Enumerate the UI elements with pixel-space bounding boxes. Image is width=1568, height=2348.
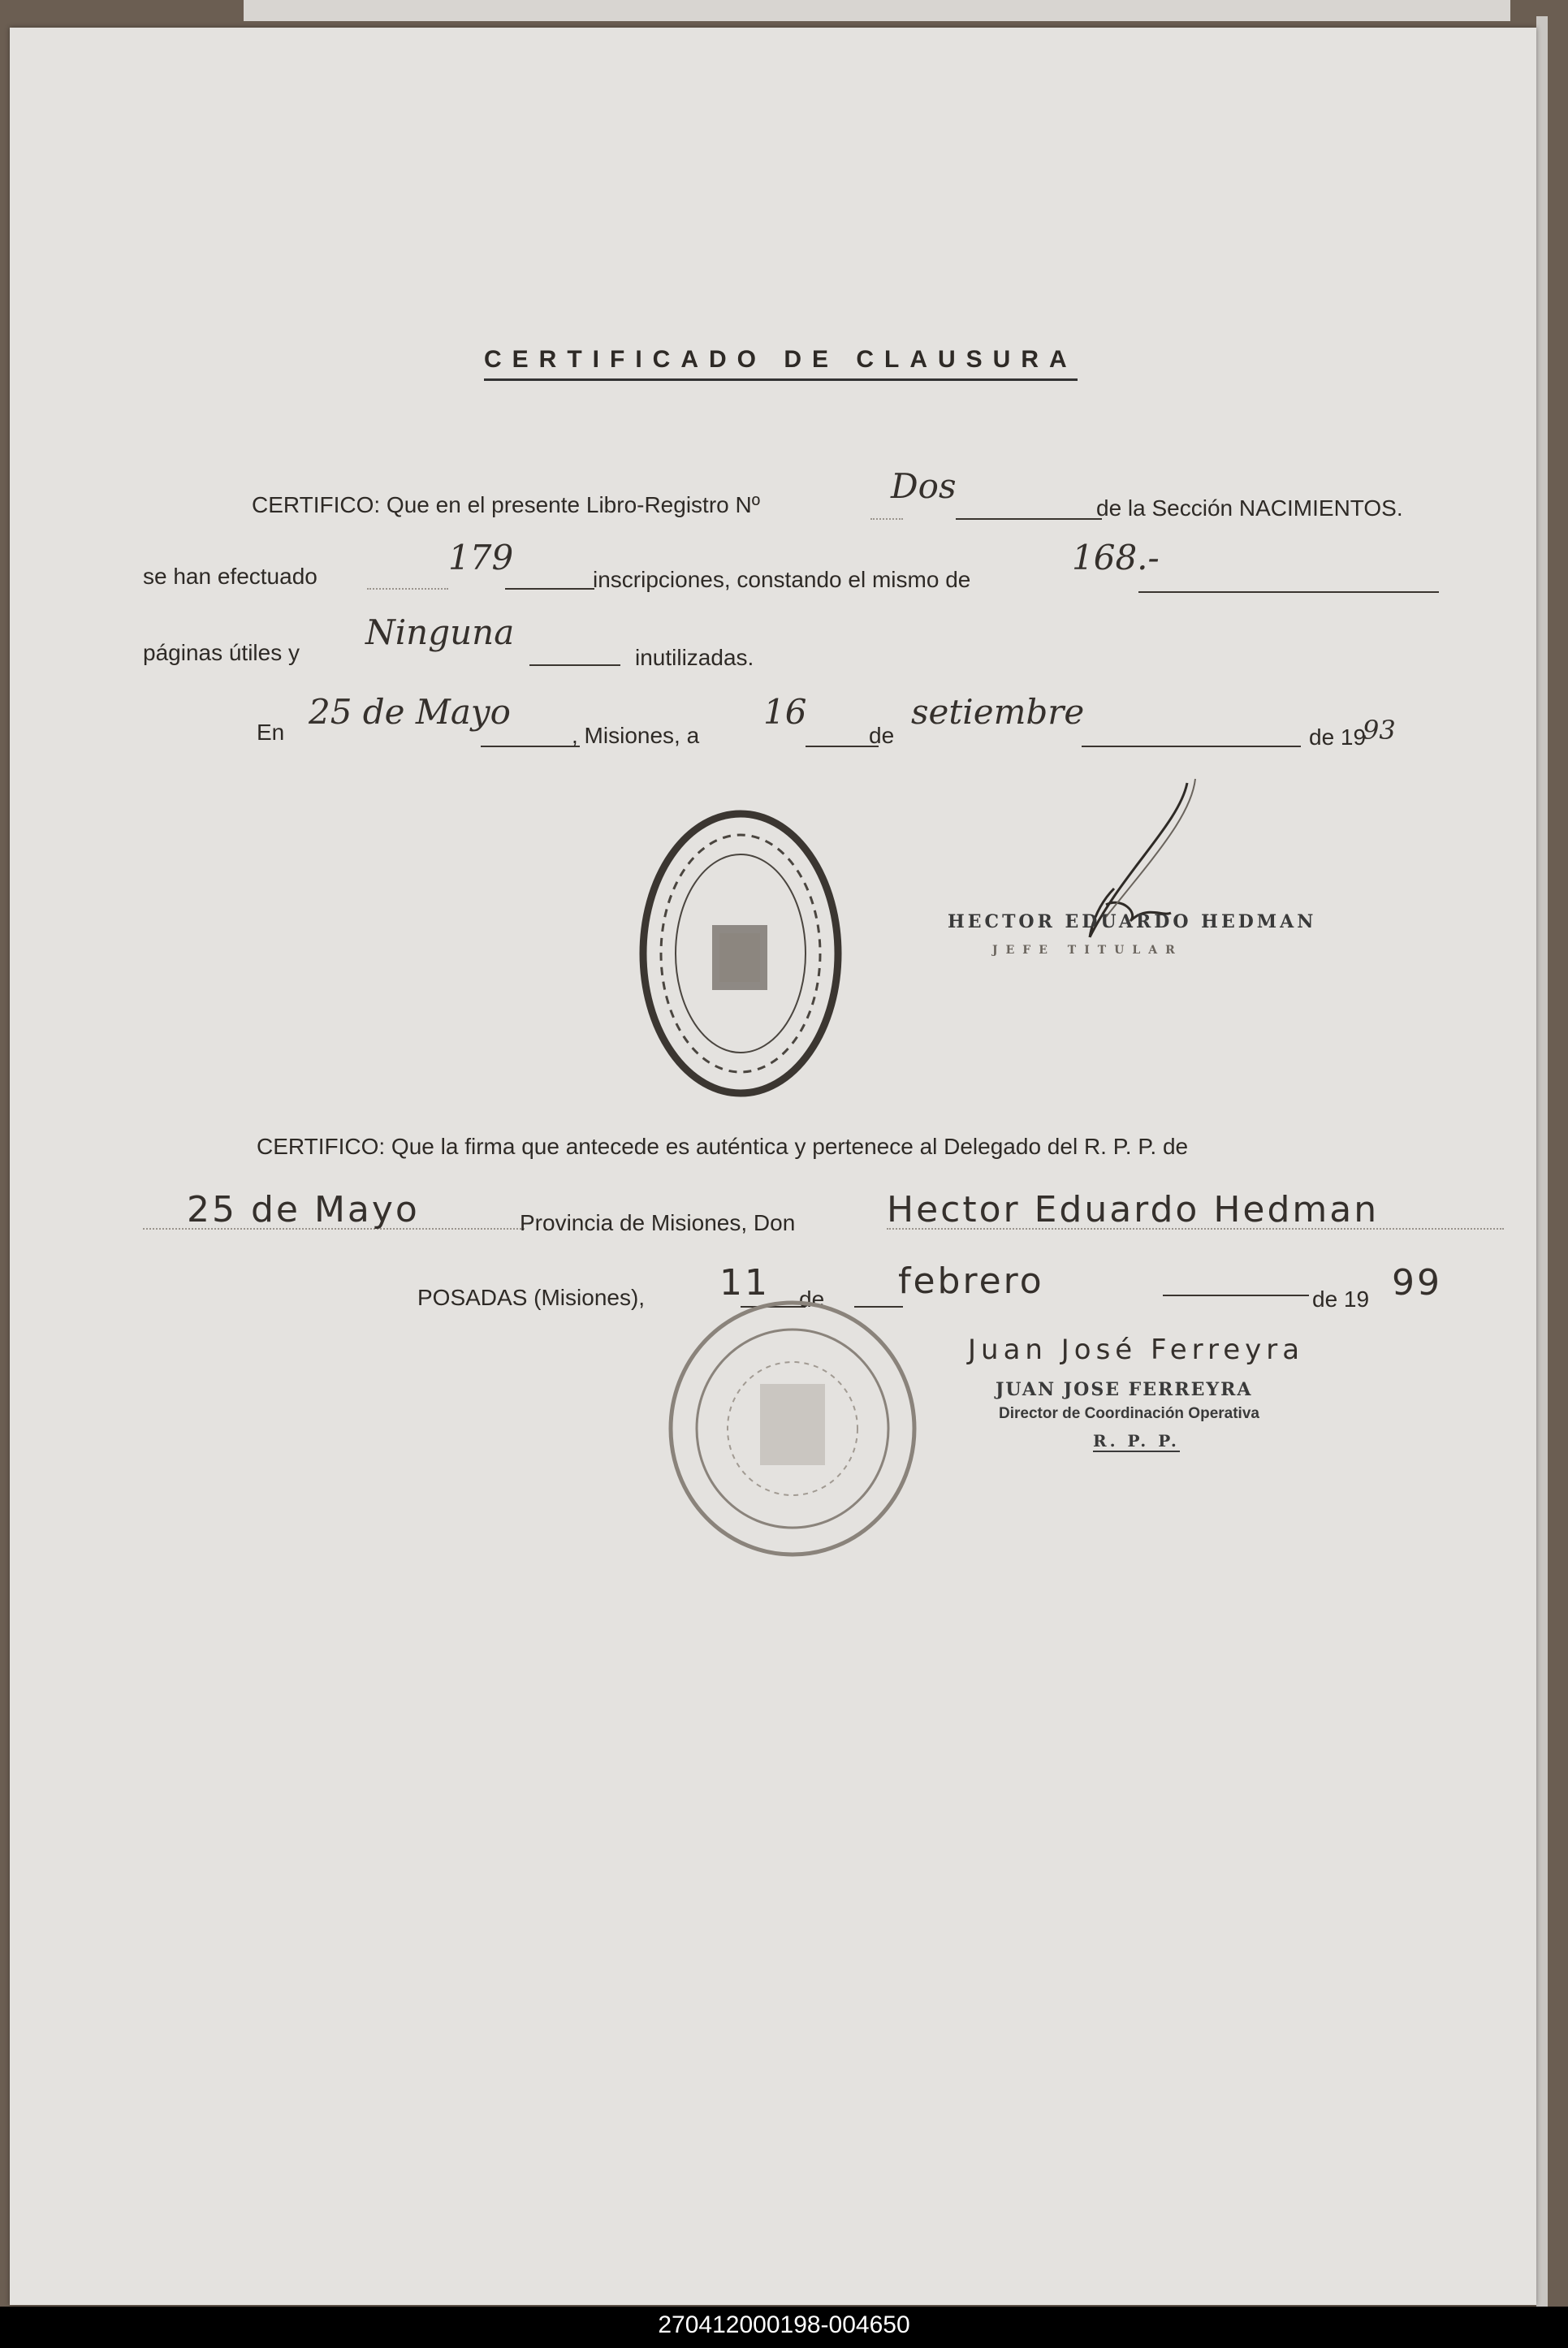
official-seal-2: [663, 1295, 922, 1563]
official-seal-1: [635, 803, 846, 1104]
fill-line: [1082, 746, 1301, 747]
handwritten-delegate-name: Hector Eduardo Hedman: [887, 1189, 1380, 1230]
p1-line3-text-b: inutilizadas.: [635, 645, 754, 670]
p1-line4-de: de: [869, 723, 895, 748]
p2-line1-text: CERTIFICO: Que la firma que antecede es auténtica y pertenece al Delegado del R. P. P. de: [257, 1134, 1189, 1159]
p1-line4-en: En: [257, 720, 285, 745]
signature-1-role-stamp: JEFE TITULAR: [992, 944, 1183, 957]
p2-line3-year-prefix: de 19: [1312, 1286, 1370, 1312]
document-title: CERTIFICADO DE CLAUSURA: [484, 346, 1078, 381]
handwritten-day: 16: [763, 692, 807, 732]
fill-line: [529, 664, 620, 666]
dotted-leader: [367, 588, 448, 590]
fill-line: [481, 746, 580, 747]
p1-line1-text: CERTIFICO: Que en el presente Libro-Registro Nº: [252, 492, 760, 517]
p1-line1-section: de la Sección NACIMIENTOS.: [1096, 495, 1403, 521]
reference-id: 270412000198-004650: [658, 2311, 910, 2338]
p2-line3-de: de: [799, 1286, 825, 1312]
fill-line: [1163, 1295, 1309, 1296]
handwritten-year: 93: [1363, 715, 1396, 746]
fill-line: [1138, 591, 1439, 593]
handwritten-month: setiembre: [911, 692, 1085, 732]
handwritten-place: 25 de Mayo: [309, 692, 511, 732]
handwritten-month-2: febrero: [898, 1260, 1044, 1302]
p1-line3-text: páginas útiles y: [143, 640, 300, 665]
handwritten-day-2: 11: [719, 1262, 770, 1304]
handwritten-inscriptions-count: 179: [448, 538, 514, 577]
signature-2-org-stamp: R. P. P.: [1093, 1431, 1180, 1451]
p1-line2-text: se han efectuado: [143, 564, 317, 589]
fill-line: [806, 746, 879, 747]
p1-line4-year-prefix: de 19: [1309, 724, 1367, 750]
handwritten-unused-pages: Ninguna: [365, 612, 515, 652]
signature-2-handwritten: Juan José Ferreyra: [968, 1334, 1305, 1366]
signature-2-role-stamp: Director de Coordinación Operativa: [999, 1405, 1259, 1422]
signature-2-name-stamp: JUAN JOSE FERREYRA: [996, 1379, 1253, 1400]
handwritten-year-2: 99: [1392, 1262, 1442, 1304]
handwritten-pages-count: 168.-: [1072, 538, 1160, 577]
dotted-leader: [870, 518, 903, 520]
handwritten-delegation: 25 de Mayo: [187, 1189, 420, 1230]
p2-line2-text: Provincia de Misiones, Don: [520, 1210, 796, 1235]
p1-line2-text-b: inscripciones, constando el mismo de: [593, 567, 971, 592]
underlying-page-edge: [244, 0, 1510, 21]
p2-line3-text: POSADAS (Misiones),: [417, 1285, 646, 1310]
handwritten-book-number: Dos: [891, 466, 957, 506]
p1-line4-misiones: , Misiones, a: [572, 723, 700, 748]
paper-edge: [1536, 16, 1548, 2307]
fill-line: [505, 588, 594, 590]
signature-1-scribble: [1057, 775, 1252, 970]
signature-1-name-stamp: HECTOR EDUARDO HEDMAN: [948, 911, 1317, 932]
fill-line: [956, 518, 1102, 520]
certificate-page: [10, 28, 1536, 2305]
